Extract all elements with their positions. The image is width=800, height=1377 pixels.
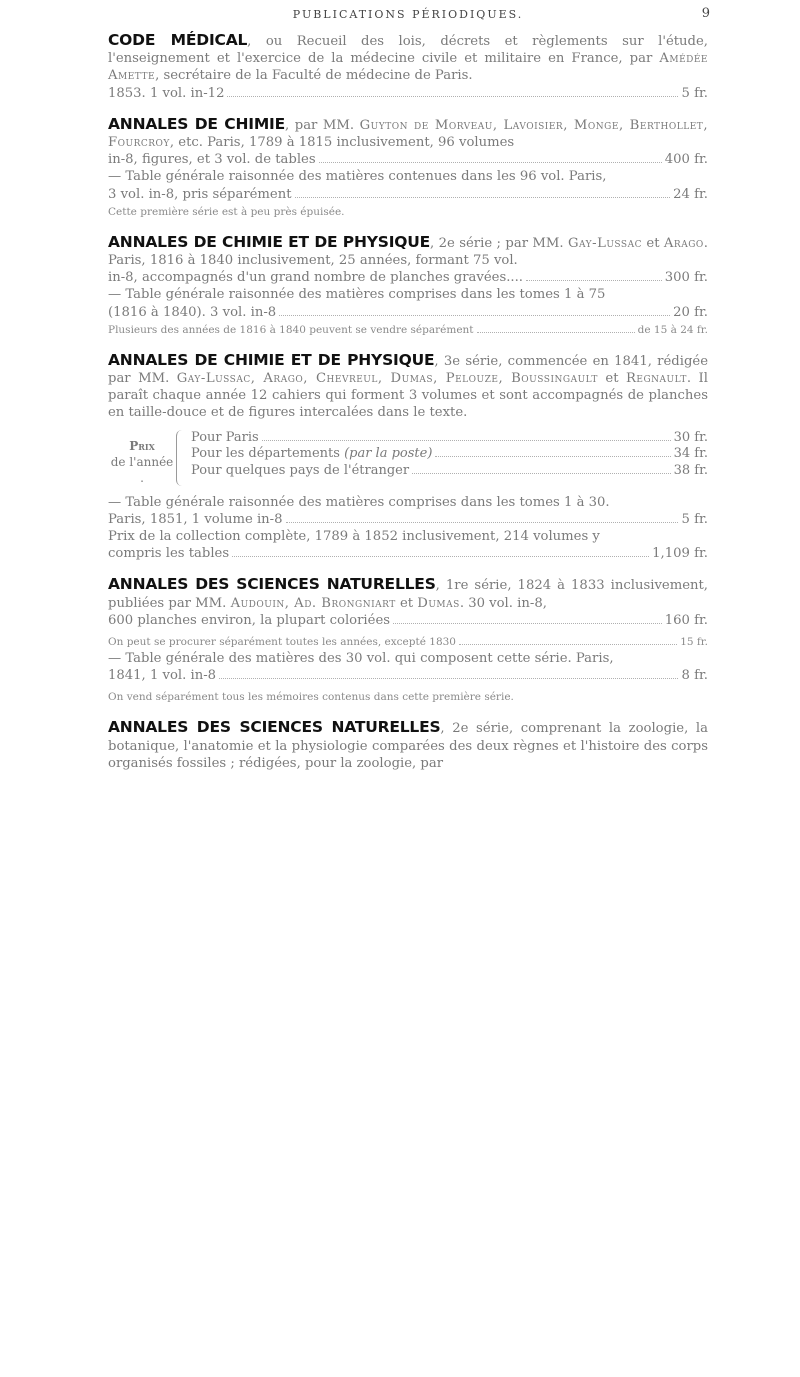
price-line xyxy=(108,186,708,203)
entry-paragraph xyxy=(108,32,708,85)
dot-leader xyxy=(393,623,662,624)
price-value: 5 fr. xyxy=(681,511,708,527)
price-line xyxy=(108,511,708,528)
entry-authors: Gay-Lussac, Arago, Chevreul, Dumas, Pelouze, Boussingault xyxy=(176,371,598,387)
entry-title: ANNALES DES SCIENCES NATURELLES xyxy=(108,718,441,737)
price-line xyxy=(108,545,708,562)
price-value: 400 fr. xyxy=(664,152,708,168)
entry-paragraph xyxy=(108,576,708,611)
price-row-value: 34 fr. xyxy=(673,446,708,462)
entry-text: , 2e série, comprenant la zoologie, la botanique, l'anatomie et la physiologie comparées des deux règnes et l'histoire des corps organisés fossiles ; rédigées, pour la zoologie, par xyxy=(108,721,708,771)
entry-annales-chimie-physique-2 xyxy=(108,234,708,338)
price-line xyxy=(108,85,708,102)
dot-leader xyxy=(526,280,662,281)
dot-leader xyxy=(477,332,635,333)
price-line-label: in-8, accompagnés d'un grand nombre de planches gravées.... xyxy=(108,270,523,286)
price-line-label: 1853. 1 vol. in-12 xyxy=(108,85,225,101)
entry-paragraph xyxy=(108,352,708,422)
dot-leader xyxy=(286,522,679,523)
price-line xyxy=(108,269,708,286)
note-price-value: 15 fr. xyxy=(680,636,708,649)
price-label-top: Prix xyxy=(129,438,155,453)
price-table xyxy=(108,430,708,486)
price-line xyxy=(108,151,708,168)
running-title: PUBLICATIONS PÉRIODIQUES. xyxy=(292,8,524,21)
price-line xyxy=(108,667,708,684)
entry-text: . Il paraît chaque année 12 cahiers qui forment 3 volumes et sont accompagnés de planches en taille-douce et de figures intercalées dans le texte. xyxy=(108,371,708,421)
note-line-label: Plusieurs des années de 1816 à 1840 peuvent se vendre séparément xyxy=(108,323,474,336)
price-line-label: in-8, figures, et 3 vol. de tables xyxy=(108,152,316,168)
price-value: 300 fr. xyxy=(664,270,708,286)
entry-text: , 3e série, commencée en 1841, rédigée par MM. xyxy=(108,353,709,387)
entry-text: . Paris, 1816 à 1840 inclusivement, 25 années, formant 75 vol. xyxy=(108,235,708,269)
price-row-label-text: Pour les départements xyxy=(191,446,345,462)
document-page xyxy=(108,0,708,786)
price-line-label: compris les tables xyxy=(108,546,230,562)
entry-annales-sciences-naturelles-2 xyxy=(108,719,708,772)
entry-text: , etc. Paris, 1789 à 1815 inclusivement, 96 volumes xyxy=(169,135,515,151)
price-row-label xyxy=(191,446,432,463)
price-row xyxy=(191,446,708,463)
entry-authors: Dumas xyxy=(417,595,460,611)
dot-leader xyxy=(459,644,677,645)
note-price-value: de 15 à 24 fr. xyxy=(637,323,708,336)
entry-text: , par MM. xyxy=(285,117,360,133)
dot-leader xyxy=(319,162,662,163)
price-row-value: 30 fr. xyxy=(673,429,708,445)
price-line-label: (1816 à 1840). 3 vol. in-8 xyxy=(108,304,277,320)
entry-paragraph xyxy=(108,116,708,151)
dot-leader xyxy=(295,197,671,198)
note-price-line xyxy=(108,635,708,650)
table-text: — Table générale raisonnée des matières comprises dans les tomes 1 à 75 xyxy=(108,287,606,303)
entry-text: , 1re série, 1824 à 1833 inclusivement, publiées par MM. xyxy=(108,578,708,611)
price-value: 160 fr. xyxy=(664,612,708,628)
price-line xyxy=(108,612,708,629)
entry-title: ANNALES DES SCIENCES NATURELLES xyxy=(108,575,436,594)
brace xyxy=(176,430,187,486)
entry-authors: Gay-Lussac xyxy=(568,235,642,251)
table-text: — Table générale raisonnée des matières contenues dans les 96 vol. Paris, xyxy=(108,169,607,185)
entry-authors: Audouin, Ad. Brongniart xyxy=(230,595,396,611)
entry-text: et xyxy=(395,595,418,611)
collection-text: Prix de la collection complète, 1789 à 1852 inclusivement, 214 volumes y xyxy=(108,529,600,545)
price-row-value: 38 fr. xyxy=(673,462,708,478)
entry-annales-sciences-naturelles-1 xyxy=(108,576,708,705)
entry-text: et xyxy=(597,371,626,387)
price-row-note: (par la poste) xyxy=(344,446,433,462)
note-price-line xyxy=(108,323,708,338)
entry-text: et xyxy=(641,235,664,251)
price-rows xyxy=(191,430,708,486)
entry-title: ANNALES DE CHIMIE xyxy=(108,114,286,133)
price-line-label: 3 vol. in-8, pris séparément xyxy=(108,186,292,202)
price-table-label xyxy=(108,430,176,486)
price-row-label: Pour quelques pays de l'étranger xyxy=(191,462,410,478)
entry-title: CODE MÉDICAL xyxy=(108,31,248,49)
price-value: 8 fr. xyxy=(681,668,708,684)
entry-note: Cette première série est à peu près épuisée. xyxy=(108,205,345,218)
price-row-label: Pour Paris xyxy=(191,429,259,445)
entry-annales-chimie xyxy=(108,116,708,220)
entry-paragraph xyxy=(108,719,708,772)
price-row xyxy=(191,430,708,447)
dot-leader xyxy=(219,678,678,679)
note-line-label: On peut se procurer séparément toutes les années, excepté 1830 xyxy=(108,636,456,649)
page-number: 9 xyxy=(701,6,710,21)
entry-text: , secrétaire de la Faculté de médecine de Paris. xyxy=(155,68,473,84)
dot-leader xyxy=(279,315,670,316)
table-text: — Table générale raisonnée des matières comprises dans les tomes 1 à 30. xyxy=(108,494,610,510)
price-line-label: Paris, 1851, 1 volume in-8 xyxy=(108,511,283,527)
dot-leader xyxy=(232,556,649,557)
entry-authors: Arago xyxy=(663,235,704,251)
price-line xyxy=(108,304,708,321)
entry-code-medical xyxy=(108,32,708,102)
entry-text: . 30 vol. in-8, xyxy=(459,595,547,611)
price-value: 5 fr. xyxy=(681,85,708,101)
dot-leader xyxy=(412,473,671,474)
entry-paragraph xyxy=(108,234,708,269)
dot-leader xyxy=(227,96,678,97)
dot-leader xyxy=(435,456,670,457)
entry-text: , 2e série ; par MM. xyxy=(430,235,569,251)
price-line-label: 600 planches environ, la plupart coloriées xyxy=(108,612,391,628)
table-text: — Table générale des matières des 30 vol. qui composent cette série. Paris, xyxy=(108,651,614,667)
price-value: 24 fr. xyxy=(673,186,708,202)
dot-leader xyxy=(262,440,671,441)
entry-title: ANNALES DE CHIMIE ET DE PHYSIQUE xyxy=(108,350,435,369)
entry-authors: Regnault xyxy=(625,371,687,387)
price-label-bottom: de l'année . xyxy=(110,454,174,485)
entry-annales-chimie-physique-3 xyxy=(108,352,708,563)
entry-note: On vend séparément tous les mémoires contenus dans cette première série. xyxy=(108,691,514,704)
entry-text: , ou Recueil des lois, décrets et règlements sur l'étude, l'enseignement et l'exercice de la médecine civile et militaire en France, par xyxy=(108,34,708,67)
entry-title: ANNALES DE CHIMIE ET DE PHYSIQUE xyxy=(108,232,431,251)
entry-author: Amédée Amette xyxy=(108,51,708,84)
entry-authors: Guyton de Morveau, Lavoisier, Monge, Berthollet, Fourcroy xyxy=(108,117,709,151)
price-line-label: 1841, 1 vol. in-8 xyxy=(108,668,217,684)
price-value: 20 fr. xyxy=(673,304,708,320)
price-row xyxy=(191,463,708,480)
price-value: 1,109 fr. xyxy=(652,546,708,562)
running-header xyxy=(108,0,708,30)
